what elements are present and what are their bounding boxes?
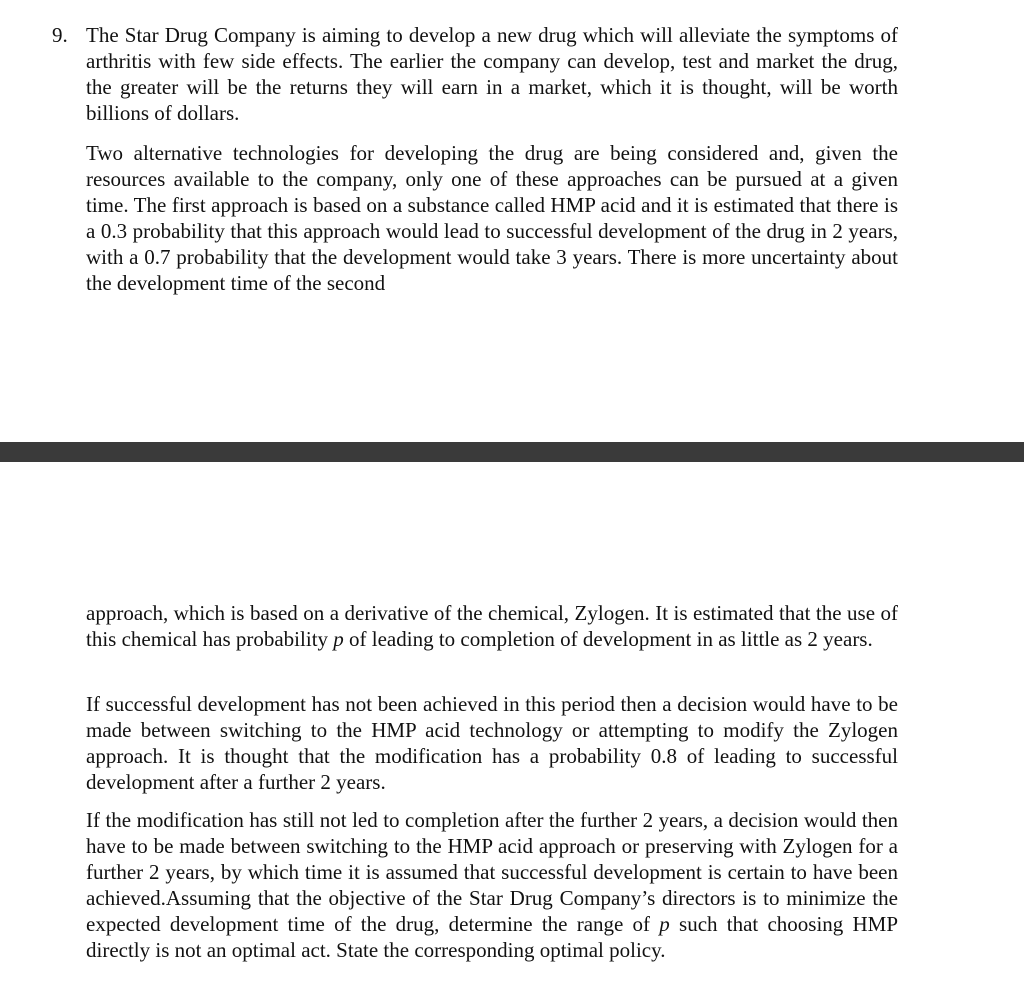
question-number: 9. [52,23,68,47]
probability-symbol: p [333,627,344,651]
text-segment: such that choosing HMP directly is not an optimal act. State the corresponding optimal policy. [86,912,899,962]
text-segment: If the modification has still not led to completion after the further 2 years, a decision would then have to be made between switching to the HMP acid approach or preserving with Zylogen for a further 2 years, by which time it is assumed that successful development is certain to have been achieved.Assuming that the objective of the Star Drug Company’s directors is to minimize the expected development time of the drug, determine the range of [86,808,898,936]
probability-symbol: p [659,912,670,936]
page-top-section [0,0,1024,442]
paragraph-modification: If successful development has not been achieved in this period then a decision would have to be made between switching to the HMP acid technology or attempting to modify the Zylogen approach. It is thought that the modification has a probability 0.8 of leading to successful development after a further 2 years. [86,692,898,794]
paragraph-objective [86,807,898,963]
text-segment: approach, which is based on a derivative of the chemical, Zylogen. It is estimated that the use of this chemical has probability [86,601,898,651]
paragraph-zylogen-approach [86,600,898,652]
text-segment: of leading to completion of development in as little as 2 years. [349,627,873,651]
paragraph-intro: The Star Drug Company is aiming to develop a new drug which will alleviate the symptoms of arthritis with few side effects. The earlier the company can develop, test and market the drug, the greater will be the returns they will earn in a market, which it is thought, will be worth billions of dollars. [86,23,898,125]
page-divider [0,442,1024,462]
page-bottom-section [0,462,1024,999]
paragraph-technologies: Two alternative technologies for developing the drug are being considered and, given the resources available to the company, only one of these approaches can be pursued at a given time. The first approach is based on a substance called HMP acid and it is estimated that there is a 0.3 probability that this approach would lead to successful development of the drug in 2 years, with a 0.7 probability that the development would take 3 years. There is more uncertainty about the development time of the second [86,141,898,295]
